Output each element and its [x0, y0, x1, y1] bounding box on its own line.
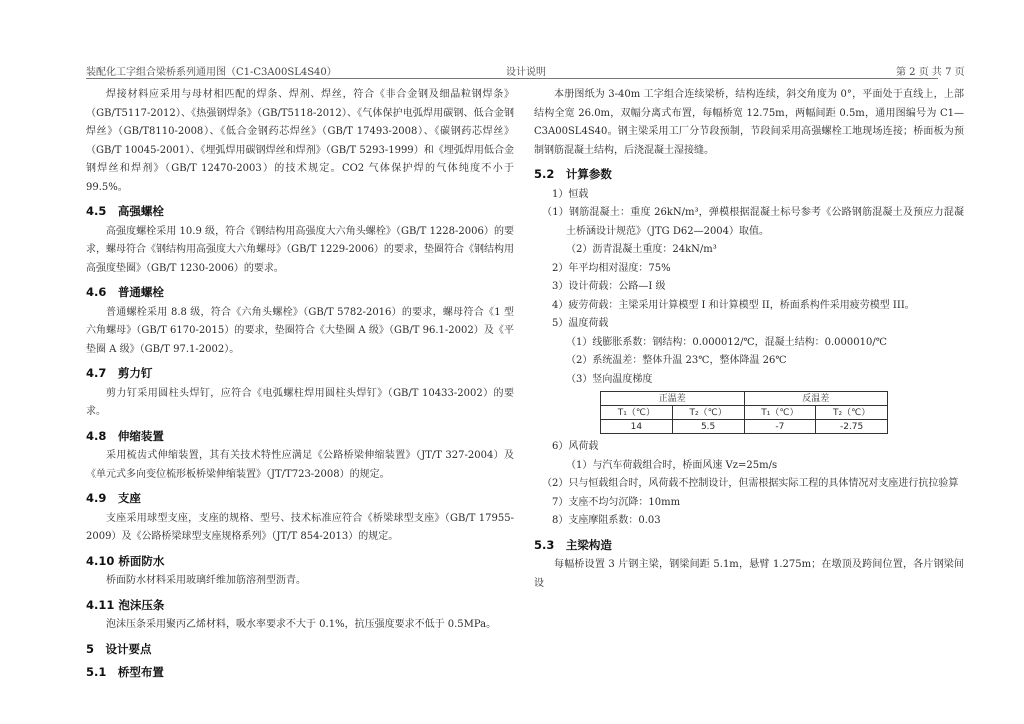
list-item-6-1: （1）与汽车荷载组合时，桥面风速 Vz=25m/s: [566, 459, 778, 471]
paragraph-4-5: 高强度螺栓采用 10.9 级，符合《钢结构用高强度大六角头螺栓》（GB/T 1228-2006）的要求，螺母符合《钢结构用高强度大六角螺母》（GB/T 1229-2006）的要求，垫圈符合《钢结构用高强度垫圈》（GB/T 1230-2006）的要求。: [86, 225, 514, 274]
table-header-cell: T₂（℃）: [672, 406, 744, 420]
drawing-set-title: 装配化工字组合梁桥系列通用图（C1-C3A00SL4S40）: [86, 67, 337, 78]
section-title: 设计说明: [506, 67, 546, 78]
heading-4-6: 4.6 普通螺栓: [86, 285, 164, 299]
paragraph-4-7: 剪力钉采用圆柱头焊钉，应符合《电弧螺柱焊用圆柱头焊钉》（GB/T 10433-2002）的要求。: [86, 387, 514, 417]
heading-4-11: 4.11 泡沫压条: [86, 597, 165, 612]
list-item-3: 3）设计荷载：公路—I 级: [552, 281, 666, 292]
list-item-7: 7）支座不均匀沉降：10mm: [552, 496, 681, 508]
table-cell: -2.75: [816, 420, 888, 434]
list-item-5: 5）温度荷载: [552, 318, 609, 329]
list-item-2: 2）年平均相对湿度：75%: [552, 262, 671, 274]
heading-4-5: 4.5 高强螺栓: [86, 204, 164, 218]
positive-gradient-header: 正温差: [601, 392, 745, 406]
paragraph-4-9: 支座采用球型支座，支座的规格、型号、技术标准应符合《桥梁球型支座》（GB/T 17955-2009）及《公路桥梁球型支座规格系列》（JT/T 854-2013）的规定。: [86, 512, 514, 542]
list-item-6: 6）风荷载: [552, 441, 599, 452]
welding-material-paragraph: 焊接材料应采用与母材相匹配的焊条、焊剂、焊丝，符合《非合金钢及细晶粒钢焊条》（GB/T5117-2012）、《热强钢焊条》（GB/T5118-2012）、《气体保护电弧焊用碳钢、低合金钢焊丝》（GB/T8110-2008）、《低合金钢药芯焊丝》（GB/T 17493-2008）、《碳钢药芯焊丝》（GB/T 10045-2001）、《埋弧焊用碳钢焊丝和焊剂》（GB/T 5293-1999）和《埋弧焊用低合金钢焊丝和焊剂》（GB/T 12470-2003）的技术规定。CO2 气体保护焊的气体纯度不小于 99.5%。: [86, 89, 514, 193]
table-cell: 14: [601, 420, 673, 434]
list-item-1-1: （1）钢筋混凝土：重度 26kN/m³，弹模根据混凝土标号参考《公路钢筋混凝土及预应力混凝土桥涵设计规范》（JTG D62—2004）取值。: [542, 207, 964, 237]
paragraph-5-3: 每幅桥设置 3 片钢主梁，钢梁间距 5.1m，悬臂 1.275m；在墩顶及跨间位置，各片钢梁间设: [534, 559, 964, 589]
heading-5-2: 5.2 计算参数: [534, 167, 612, 181]
negative-gradient-header: 反温差: [744, 392, 888, 406]
temperature-gradient-table: [600, 391, 888, 434]
heading-5: 5 设计要点: [86, 641, 152, 656]
table-header-cell: T₂（℃）: [816, 406, 888, 420]
left-column: [86, 86, 514, 684]
heading-4-7: 4.7 剪力钉: [86, 366, 153, 380]
table-cell: -7: [744, 420, 816, 434]
list-item-8: 8）支座摩阻系数：0.03: [552, 515, 661, 526]
heading-4-8: 4.8 伸缩装置: [86, 428, 164, 443]
list-item-6-2: （2）只与恒载组合时，风荷载不控制设计，但需根据实际工程的具体情况对支座进行抗拉验算: [542, 478, 959, 489]
list-item-1-2: （2）沥青混凝土重度：24kN/m³: [566, 244, 717, 255]
paragraph-5-1: 本册图纸为 3-40m 工字组合连续梁桥，结构连续，斜交角度为 0°，平面处于直线上，上部结构全宽 26.0m，双幅分离式布置，每幅桥宽 12.75m，两幅间距 0.5m，通用图编号为 C1—C3A00SL4S40。钢主梁采用工厂分节段预制，节段间采用高强螺栓工地现场连接；桥面板为预制钢筋混凝土结构，后浇混凝土湿接缝。: [534, 89, 964, 156]
paragraph-4-6: 普通螺栓采用 8.8 级，符合《六角头螺栓》（GB/T 5782-2016）的要求，螺母符合《1 型六角螺母》（GB/T 6170-2015）的要求，垫圈符合《大垫圈 A 级》（GB/T 96.1-2002）及《平垫圈 A 级》（GB/T 97.1-2002）。: [86, 306, 514, 355]
header-divider: [86, 78, 938, 79]
table-header-cell: T₁（℃）: [744, 406, 816, 420]
table-cell: 5.5: [672, 420, 744, 434]
heading-4-10: 4.10 桥面防水: [86, 553, 165, 568]
heading-5-3: 5.3 主梁构造: [534, 537, 612, 552]
list-item-5-1: （1）线膨胀系数：钢结构：0.000012/℃，混凝土结构：0.000010/℃: [566, 336, 887, 348]
paragraph-4-11: 泡沫压条采用聚丙乙烯材料，吸水率要求不大于 0.1%，抗压强度要求不低于 0.5MPa。: [106, 619, 497, 630]
paragraph-4-10: 桥面防水材料采用玻璃纤维加筋溶剂型沥青。: [106, 575, 306, 586]
heading-4-9: 4.9 支座: [86, 491, 141, 505]
list-item-1: 1）恒载: [552, 188, 589, 200]
list-item-4: 4）疲劳荷载：主梁采用计算模型 I 和计算模型 II，桥面系构件采用疲劳模型 III。: [552, 299, 915, 311]
right-column: [534, 86, 964, 593]
heading-5-1: 5.1 桥型布置: [86, 665, 164, 679]
table-header-cell: T₁（℃）: [601, 406, 673, 420]
list-item-5-3: （3）竖向温度梯度: [566, 373, 653, 385]
paragraph-4-8: 采用梳齿式伸缩装置，其有关技术特性应满足《公路桥梁伸缩装置》（JT/T 327-2004）及《单元式多向变位梳形板桥梁伸缩装置》（JT/T723-2008）的规定。: [86, 450, 514, 480]
list-item-5-2: （2）系统温差：整体升温 23℃，整体降温 26℃: [566, 355, 787, 366]
page-number: 第 2 页 共 7 页: [896, 67, 965, 78]
